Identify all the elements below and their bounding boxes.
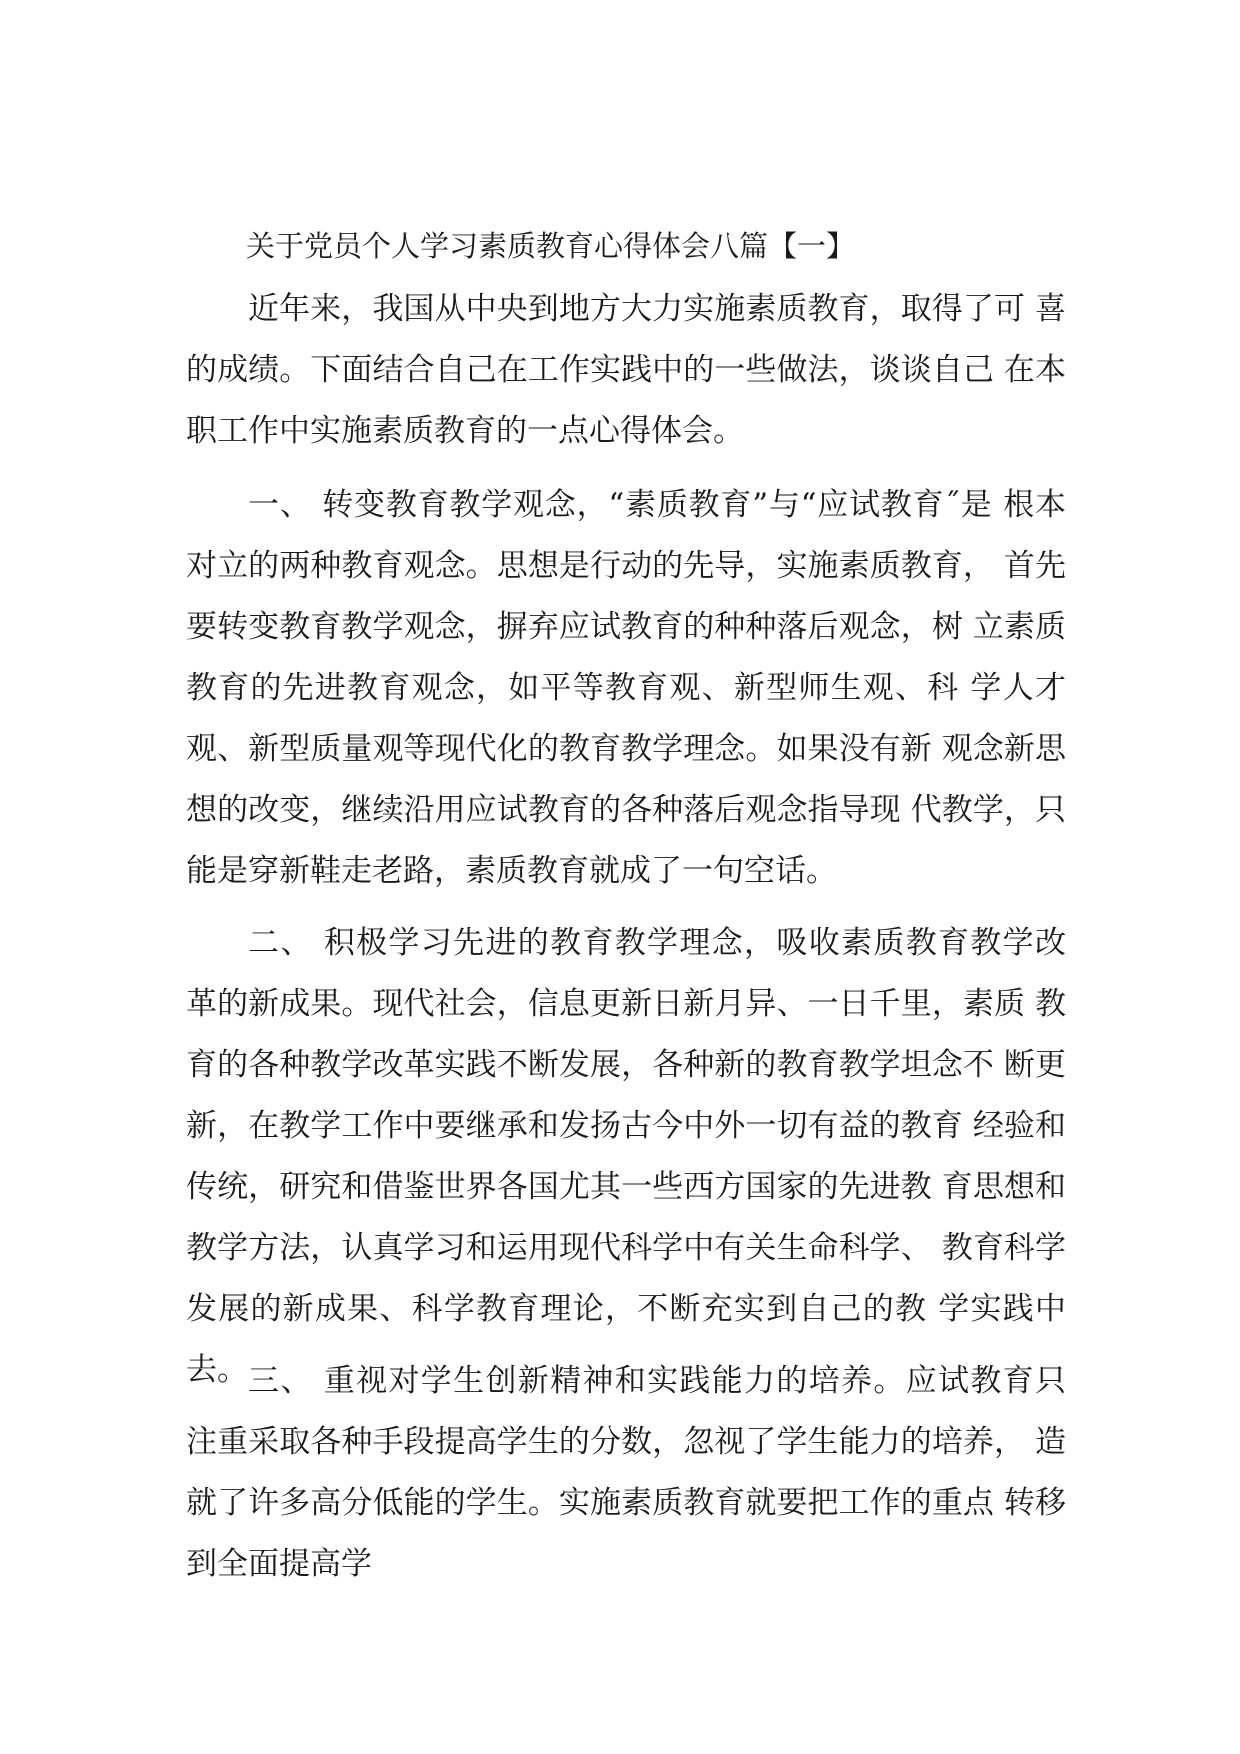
paragraph-section-3: 三、 重视对学生创新精神和实践能力的培养。应试教育只 注重采取各种手段提高学生的分数，忽视了学生能力的培养， 造就了许多高分低能的学生。实施素质教育就要把工作的重点 转移到全面提高学 (186, 1363, 1066, 1582)
paragraph-intro: 近年来，我国从中央到地方大力实施素质教育，取得了可 喜的成绩。下面结合自己在工作实践中的一些做法，谈谈自己 在本职工作中实施素质教育的一点心得体会。 (186, 291, 1066, 449)
document-title: 关于党员个人学习素质教育心得体会八篇【一】 (246, 229, 856, 263)
paragraph-section-1: 一、 转变教育教学观念，“素质教育”与“应试教育˝是 根本对立的两种教育观念。思想是行动的先导，实施素质教育， 首先要转变教育教学观念，摒弃应试教育的种种落后观念，树 立素质教育的先进教育观念，如平等教育观、新型师生观、科 学人才观、新型质量观等现代化的教育教学理念。如果没有新 观念新思想的改变，继续沿用应试教育的各种落后观念指导现 代教学，只能是穿新鞋走老路，素质教育就成了一句空话。 (186, 487, 1066, 889)
paragraph-section-2: 二、 积极学习先进的教育教学理念，吸收素质教育教学改 革的新成果。现代社会，信息更新日新月异、一日千里，素质 教育的各种教学改革实践不断发展，各种新的教育教学坦念不 断更新，在教学工作中要继承和发扬古今中外一切有益的教育 经验和传统，研究和借鉴世界各国尤其一些西方国家的先进教 育思想和教学方法，认真学习和运用现代科学中有关生命科学、 教育科学发展的新成果、科学教育理论，不断充实到自己的教 学实践中去。 (186, 925, 1066, 1388)
